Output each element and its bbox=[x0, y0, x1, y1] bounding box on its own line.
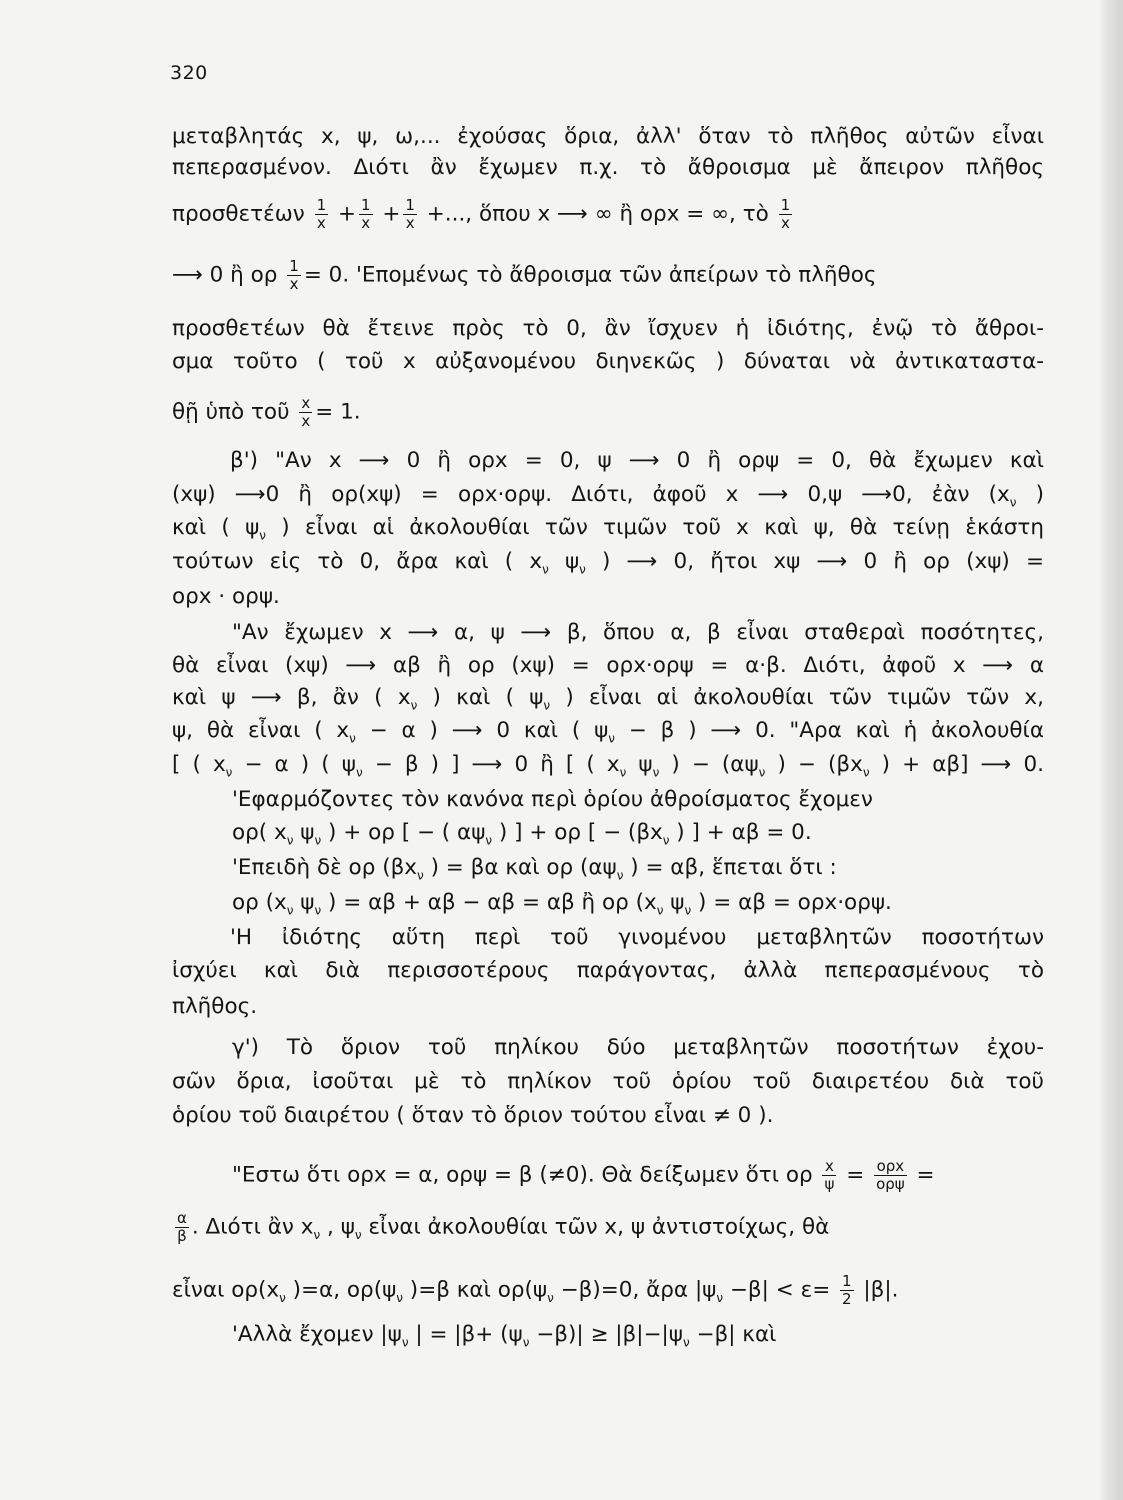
text-line: σῶν ὅρια, ἰσοῦται μὲ τὸ πηλίκον τοῦ ὁρίου τοῦ διαιρετέου διὰ τοῦ bbox=[172, 1069, 1044, 1094]
fraction-one-over-two: $\frac{1}{2}$ bbox=[842, 1272, 852, 1308]
text-line: "Αν ἔχωμεν x ⟶ α, ψ ⟶ β, ὅπου α, β εἶναι σταθεραὶ ποσότητες, bbox=[232, 620, 1044, 645]
fraction-orx-over-orpsi: $\frac{\text{ορx}}{\text{ορψ}}$ bbox=[876, 1157, 905, 1193]
text-line: εἶναι $o\rho(x_\nu$ )=α, $o\rho(\psi_\nu$ )=β καὶ $o\rho(\psi_\nu -\beta)=0$, ἄρα $|\psi_\nu -\beta| < \varepsilon=$ $\frac{1}{2}$ |β|. bbox=[172, 1272, 899, 1308]
text-line: πεπερασμένον. Διότι ἂν ἔχωμεν π.χ. τὸ ἄθροισμα μὲ ἄπειρον πλῆθος bbox=[172, 155, 1044, 180]
text-line: 'Επειδὴ δὲ ορ ($\beta x_\nu$ ) = βα καὶ ορ ($\alpha\psi_\nu$ ) = αβ, ἕπεται ὅτι : bbox=[232, 855, 837, 883]
text-line: 'Η ἰδιότης αὕτη περὶ τοῦ γινομένου μεταβλητῶν ποσοτήτων bbox=[230, 925, 1044, 950]
text-line: 'Εφαρμόζοντες τὸν κανόνα περὶ ὁρίου ἀθροίσματος ἔχομεν bbox=[232, 787, 873, 812]
text-line: β') "Αν x ⟶ 0 ἢ ορx = 0, ψ ⟶ 0 ἢ ορψ = 0, θὰ ἔχωμεν καὶ bbox=[230, 448, 1044, 473]
text-line: "Εστω ὅτι ορx = α, ορψ = β (≠0). Θὰ δείξωμεν ὅτι ορ $\frac{x}{\psi}$ = $\frac{\text{ορx}}{\text{ορψ}}$ = bbox=[232, 1157, 935, 1193]
text-line: ψ, θὰ εἶναι ( $x_\nu - \alpha$ ) ⟶ 0 καὶ ( $\psi_\nu - \beta$ ) ⟶ 0. "Αρα καὶ ἡ ἀκολουθία bbox=[172, 718, 1044, 746]
text-line: ορx · ορψ. bbox=[172, 584, 280, 609]
text-line: προσθετέων θὰ ἔτεινε πρὸς τὸ 0, ἂν ἴσχυεν ἡ ἰδιότης, ἐνῷ τὸ ἄθροι- bbox=[172, 316, 1044, 341]
page-edge-shadow bbox=[1098, 0, 1123, 1500]
text-line: $\frac{\alpha}{\beta}$ . Διότι ἂν $x_\nu$ , $\psi_\nu$ εἶναι ἀκολουθίαι τῶν x, ψ ἀντιστοίχως, θὰ bbox=[177, 1209, 830, 1245]
text-line: καὶ ψ ⟶ β, ἂν ( $x_\nu$ ) καὶ ( $\psi_\nu$ ) εἶναι αἱ ἀκολουθίαι τῶν τιμῶν τῶν x, bbox=[172, 685, 1044, 713]
fraction-one-over-x: $\frac{1}{x}$ bbox=[289, 257, 299, 293]
fraction-alpha-over-beta: $\frac{\alpha}{\beta}$ bbox=[177, 1209, 187, 1245]
text-line: 'Αλλὰ ἔχομεν $|\psi_\nu$ | = $|\beta+ (\psi_\nu -\beta)| \ge |\beta|-|\psi_\nu -\beta|$ καὶ bbox=[232, 1322, 777, 1350]
fraction-one-over-x: $\frac{1}{x}$ bbox=[316, 196, 327, 232]
fraction-x-over-psi: $\frac{x}{\psi}$ bbox=[824, 1157, 835, 1193]
text-line: μεταβλητάς x, ψ, ω,... ἐχούσας ὅρια, ἀλλ' ὅταν τὸ πλῆθος αὐτῶν εἶναι bbox=[172, 124, 1044, 149]
fraction-one-over-x: $\frac{1}{x}$ bbox=[780, 196, 791, 232]
text-line: θὰ εἶναι (xψ) ⟶ αβ ἢ ορ (xψ) = ορx·ορψ = α·β. Διότι, ἀφοῦ x ⟶ α bbox=[172, 653, 1044, 678]
page-number: 320 bbox=[170, 62, 208, 84]
text-line: γ') Τὸ ὅριον τοῦ πηλίκου δύο μεταβλητῶν ποσοτήτων ἐχου- bbox=[232, 1035, 1044, 1060]
text-line: ἰσχύει καὶ διὰ περισσοτέρους παράγοντας, ἀλλὰ πεπερασμένους τὸ bbox=[172, 958, 1044, 983]
text-line: σμα τοῦτο ( τοῦ x αὐξανομένου διηνεκῶς ) δύναται νὰ ἀντικαταστα- bbox=[172, 349, 1044, 374]
text-line: ⟶ 0 ἢ ορ $\frac{1}{x}$ = 0. 'Επομένως τὸ ἄθροισμα τῶν ἀπείρων τὸ πλῆθος bbox=[172, 257, 877, 293]
text-line: προσθετέων $\frac{1}{x}$ + $\frac{1}{x}$ + $\frac{1}{x}$ +..., ὅπου x ⟶ ∞ ἢ ορx = ∞, τὸ $\frac{1}{x}$ bbox=[172, 196, 791, 232]
text-line: (xψ) ⟶0 ἢ ορ(xψ) = ορx·ορψ. Διότι, ἀφοῦ x ⟶ 0,ψ ⟶0, ἐὰν ($x_\nu$ ) bbox=[172, 482, 1044, 510]
text-line: ορ ($x_\nu$ $\psi_\nu$ ) = αβ + αβ − αβ = αβ ἢ ορ ($x_\nu$ $\psi_\nu$ ) = αβ = ορx·ορψ. bbox=[232, 890, 892, 918]
text-line: καὶ ( $\psi_\nu$ ) εἶναι αἱ ἀκολουθίαι τῶν τιμῶν τοῦ x καὶ ψ, θὰ τείνῃ ἑκάστη bbox=[172, 515, 1044, 543]
text-line: τούτων εἰς τὸ 0, ἄρα καὶ ( $x_\nu$ $\psi_\nu$ ) ⟶ 0, ἤτοι xψ ⟶ 0 ἢ ορ (xψ) = bbox=[172, 549, 1044, 577]
fraction-x-over-x: $\frac{x}{x}$ bbox=[301, 394, 311, 430]
fraction-one-over-x: $\frac{1}{x}$ bbox=[360, 196, 371, 232]
text-line: ορ( $x_\nu$ $\psi_\nu$ ) + ορ [ − ( $\alpha\psi_\nu$ ) ] + ορ [ − ($\beta x_\nu$ ) ] + αβ = 0. bbox=[232, 820, 812, 848]
text-line: θῇ ὑπὸ τοῦ $\frac{x}{x}$ = 1. bbox=[172, 394, 361, 430]
fraction-one-over-x: $\frac{1}{x}$ bbox=[405, 196, 415, 232]
text-line: ὁρίου τοῦ διαιρέτου ( ὅταν τὸ ὅριον τούτου εἶναι ≠ 0 ). bbox=[172, 1103, 774, 1128]
text-line: [ ( $x_\nu - \alpha$ ) ( $\psi_\nu - \beta$ ) ] ⟶ 0 ἢ [ ( $x_\nu$ $\psi_\nu$ ) − ($\alpha\psi_\nu$ ) − ($\beta x_\nu$ ) + αβ] ⟶ 0. bbox=[172, 752, 1044, 780]
text-line: πλῆθος. bbox=[172, 994, 258, 1019]
